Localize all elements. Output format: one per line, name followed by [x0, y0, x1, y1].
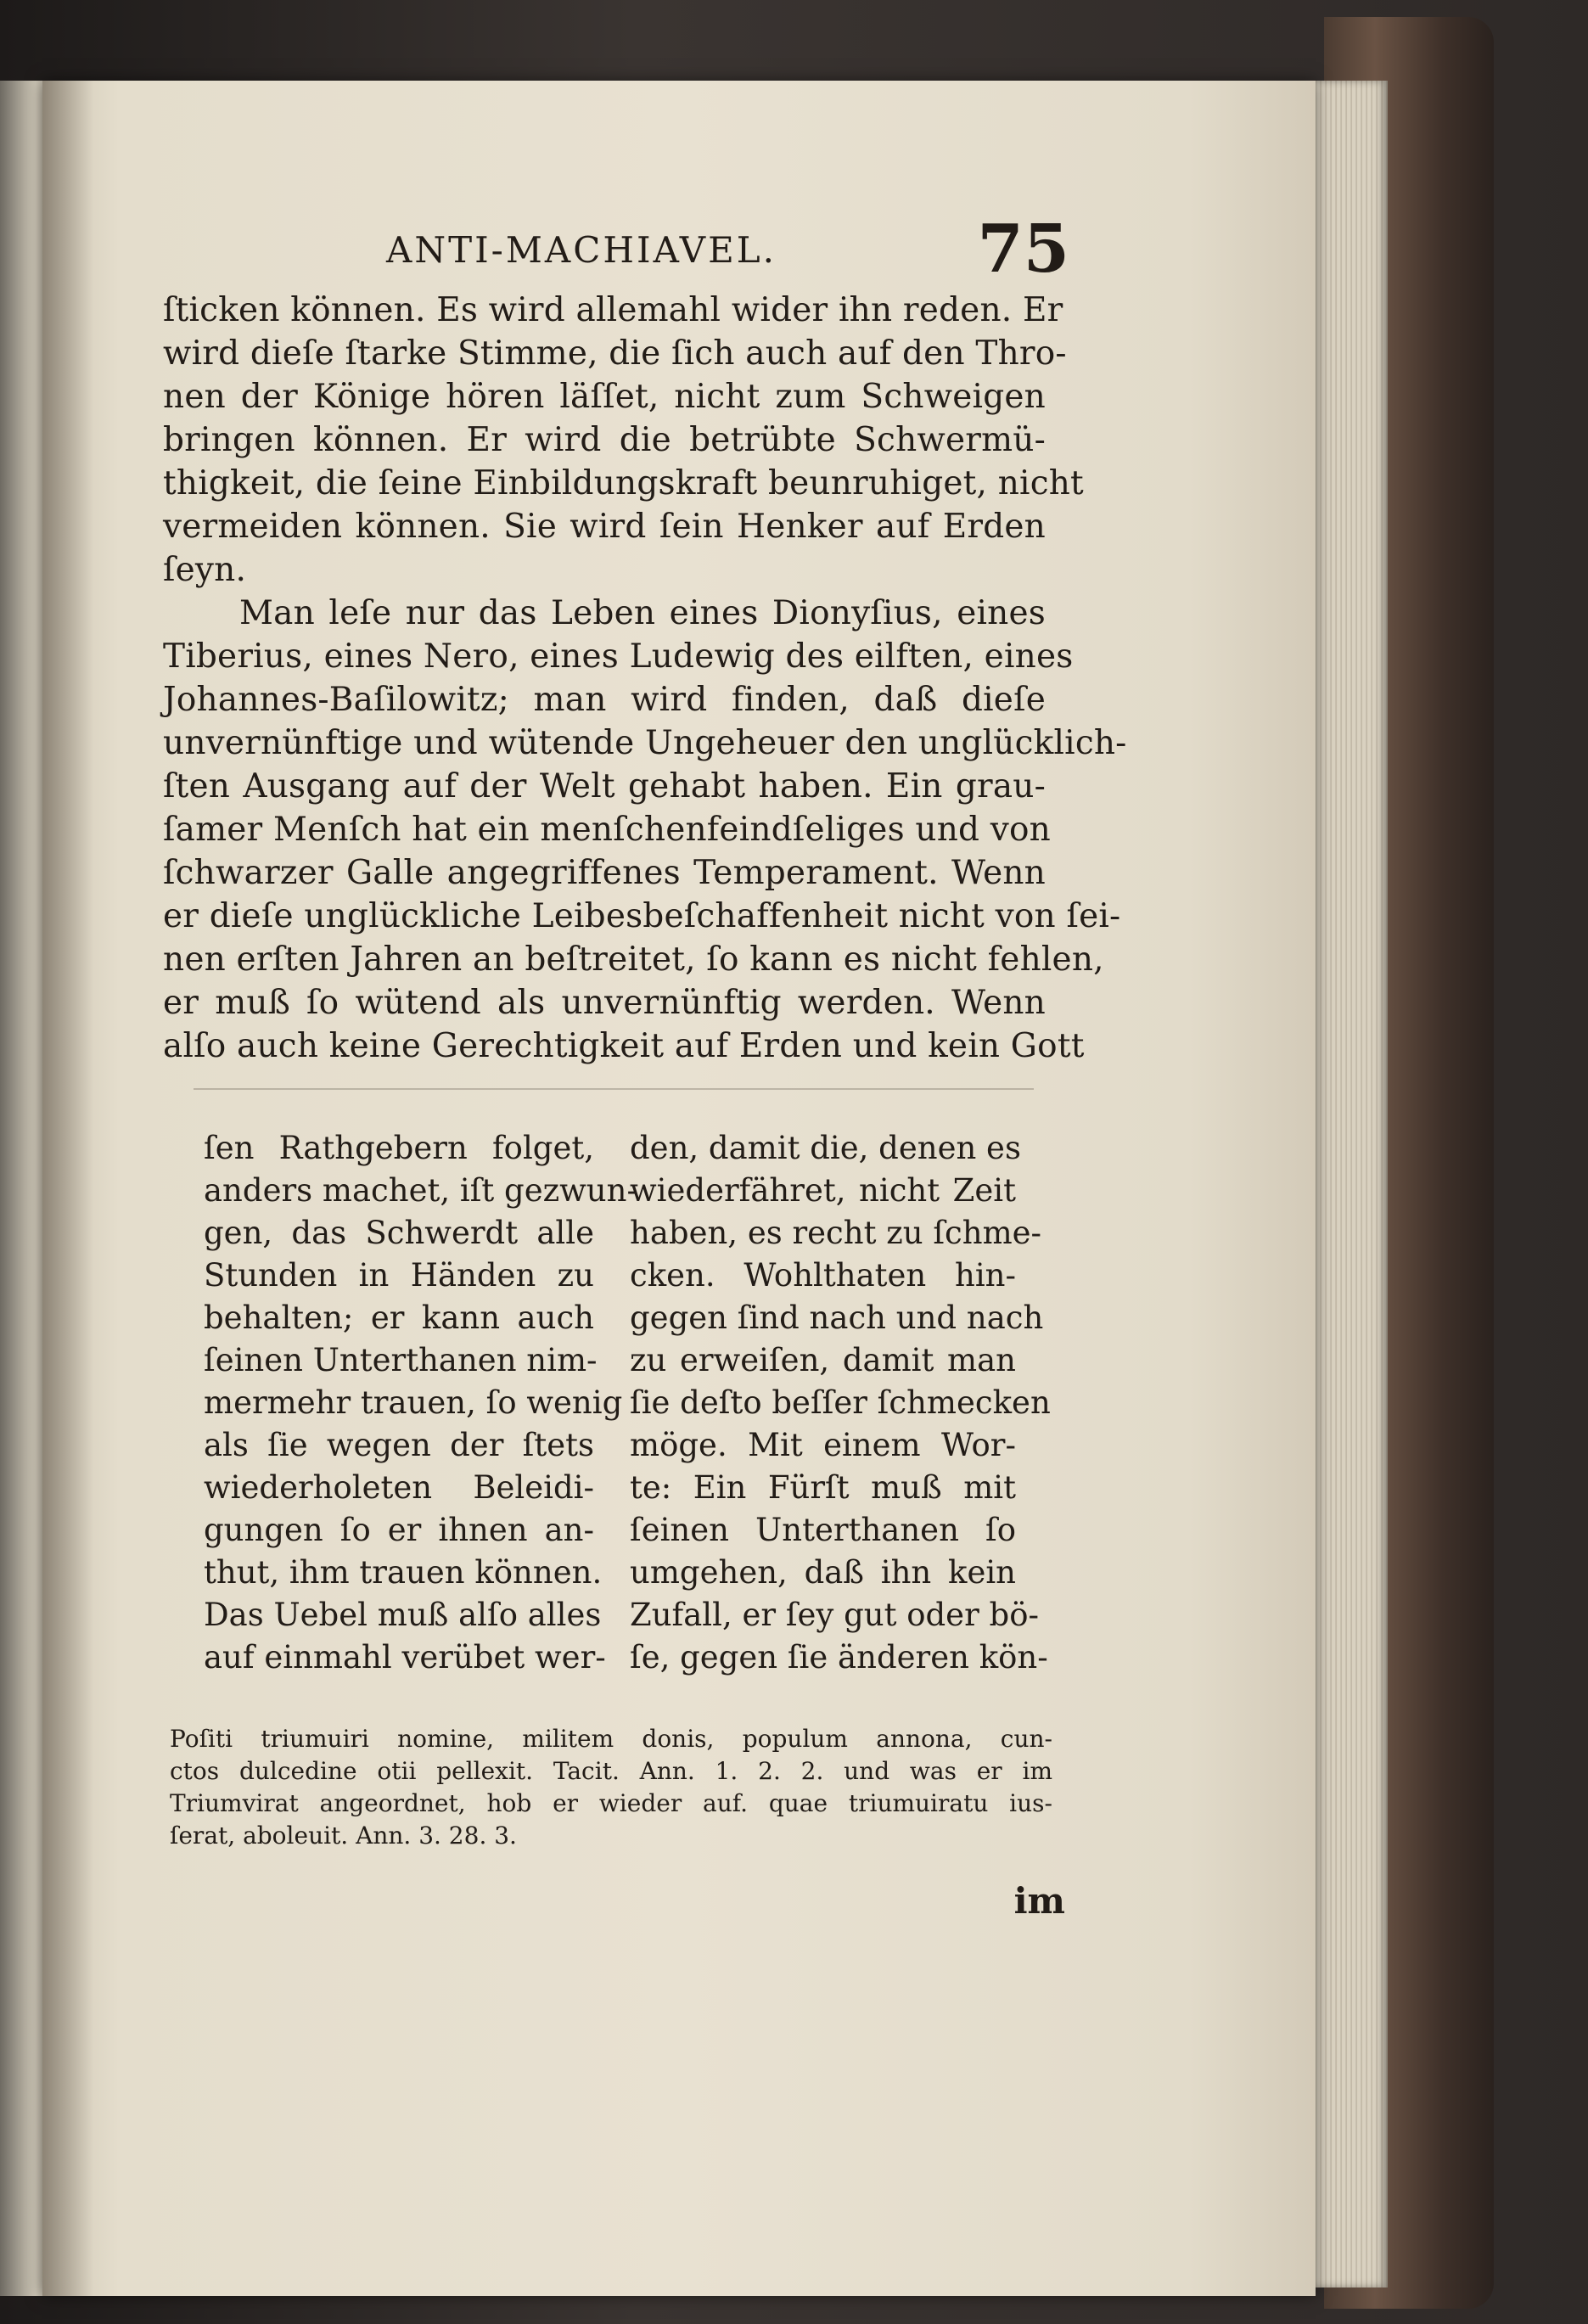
column-line: cken. Wohlthaten hin- — [630, 1257, 1016, 1294]
column-line: auf einmahl verübet wer- — [204, 1639, 606, 1676]
text-line: wird dieſe ſtarke Stimme, die ſich auch auf den Thro- — [163, 334, 1067, 373]
main-text-block — [163, 289, 1127, 1068]
column-line: als ſie wegen der ſtets — [204, 1427, 594, 1463]
text-line: vermeiden können. Sie wird ſein Henker auf Erden — [163, 508, 1046, 546]
column-line: gen, das Schwerdt alle — [204, 1215, 594, 1251]
text-line: ſamer Menſch hat ein menſchenfeindſeliges und von — [163, 811, 1052, 849]
text-line: ſten Ausgang auf der Welt gehabt haben. Ein grau- — [163, 767, 1046, 806]
footnote-line: Poſiti triumuiri nomine, militem donis, populum annona, cun- — [170, 1725, 1052, 1753]
text-line: Johannes-Baſilowitz; man wird finden, daß dieſe — [163, 681, 1046, 719]
column-line: Zufall, er ſey gut oder bö- — [630, 1597, 1039, 1633]
page-gutter-shadow — [42, 81, 93, 2296]
footnote-line: Triumvirat angeordnet, hob er wieder auf. quae triumuiratu ius- — [170, 1789, 1052, 1817]
text-line: ſticken können. Es wird allemahl wider ihn reden. Er — [163, 291, 1063, 329]
footnote-line: ſerat, aboleuit. Ann. 3. 28. 3. — [170, 1822, 517, 1850]
column-line: ſeinen Unterthanen nim- — [204, 1342, 598, 1378]
column-line: wiederholeten Beleidi- — [204, 1469, 594, 1506]
column-line: behalten; er kann auch — [204, 1300, 594, 1336]
column-line: Stunden in Händen zu — [204, 1257, 594, 1294]
text-line: Man leſe nur das Leben eines Dionyſius, eines — [239, 594, 1046, 632]
column-line: zu erweiſen, damit man — [630, 1342, 1016, 1378]
column-line: te: Ein Fürſt muß mit — [630, 1469, 1016, 1506]
text-line: er muß ſo wütend als unvernünftig werden. Wenn — [163, 984, 1046, 1022]
column-line: umgehen, daß ihn kein — [630, 1554, 1016, 1591]
bleed-through-rule — [194, 1088, 1034, 1090]
text-line: bringen können. Er wird die betrübte Schwermü- — [163, 421, 1046, 459]
text-line: unvernünftige und wütende Ungeheuer den unglücklich- — [163, 724, 1127, 762]
column-line: thut, ihm trauen können. — [204, 1554, 603, 1591]
text-line: ſchwarzer Galle angegriffenes Temperament. Wenn — [163, 854, 1046, 892]
column-line: gegen ſind nach und nach — [630, 1300, 1044, 1336]
text-line: thigkeit, die ſeine Einbildungskraft beunruhiget, nicht — [163, 464, 1084, 502]
column-line: ſie deſto beſſer ſchmecken — [630, 1384, 1051, 1421]
catchword: im — [1013, 1880, 1065, 1922]
right-column — [630, 1127, 1051, 1679]
column-line: haben, es recht zu ſchme- — [630, 1215, 1042, 1251]
running-header: ANTI-MACHIAVEL. — [386, 229, 777, 271]
column-line: ſeinen Unterthanen ſo — [630, 1512, 1016, 1548]
page-number: 75 — [977, 211, 1069, 288]
column-line: wiederfähret, nicht Zeit — [630, 1172, 1016, 1209]
text-line: Tiberius, eines Nero, eines Ludewig des eilften, eines — [163, 637, 1074, 676]
column-line: den, damit die, denen es — [630, 1130, 1021, 1166]
column-line: ſen Rathgebern folget, — [204, 1130, 594, 1166]
column-line: gungen ſo er ihnen an- — [204, 1512, 594, 1548]
text-line: nen der Könige hören läſſet, nicht zum Schweigen — [163, 378, 1046, 416]
column-line: ſe, gegen ſie änderen kön- — [630, 1639, 1048, 1676]
left-column — [204, 1127, 637, 1679]
text-line: alſo auch keine Gerechtigkeit auf Erden und kein Gott — [163, 1027, 1085, 1065]
text-line: er dieſe unglückliche Leibesbeſchaffenheit nicht von ſei- — [163, 897, 1121, 935]
text-line: ſeyn. — [163, 551, 247, 589]
column-line: Das Uebel muß alſo alles — [204, 1597, 602, 1633]
column-line: anders machet, iſt gezwun- — [204, 1172, 637, 1209]
column-line: mermehr trauen, ſo wenig — [204, 1384, 623, 1421]
text-line: nen erſten Jahren an beſtreitet, ſo kann es nicht fehlen, — [163, 940, 1104, 979]
footnote-block — [170, 1723, 1052, 1852]
column-line: möge. Mit einem Wor- — [630, 1427, 1016, 1463]
footnote-line: ctos dulcedine otii pellexit. Tacit. Ann. 1. 2. 2. und was er im — [170, 1757, 1052, 1785]
page-edges — [1307, 81, 1388, 2288]
